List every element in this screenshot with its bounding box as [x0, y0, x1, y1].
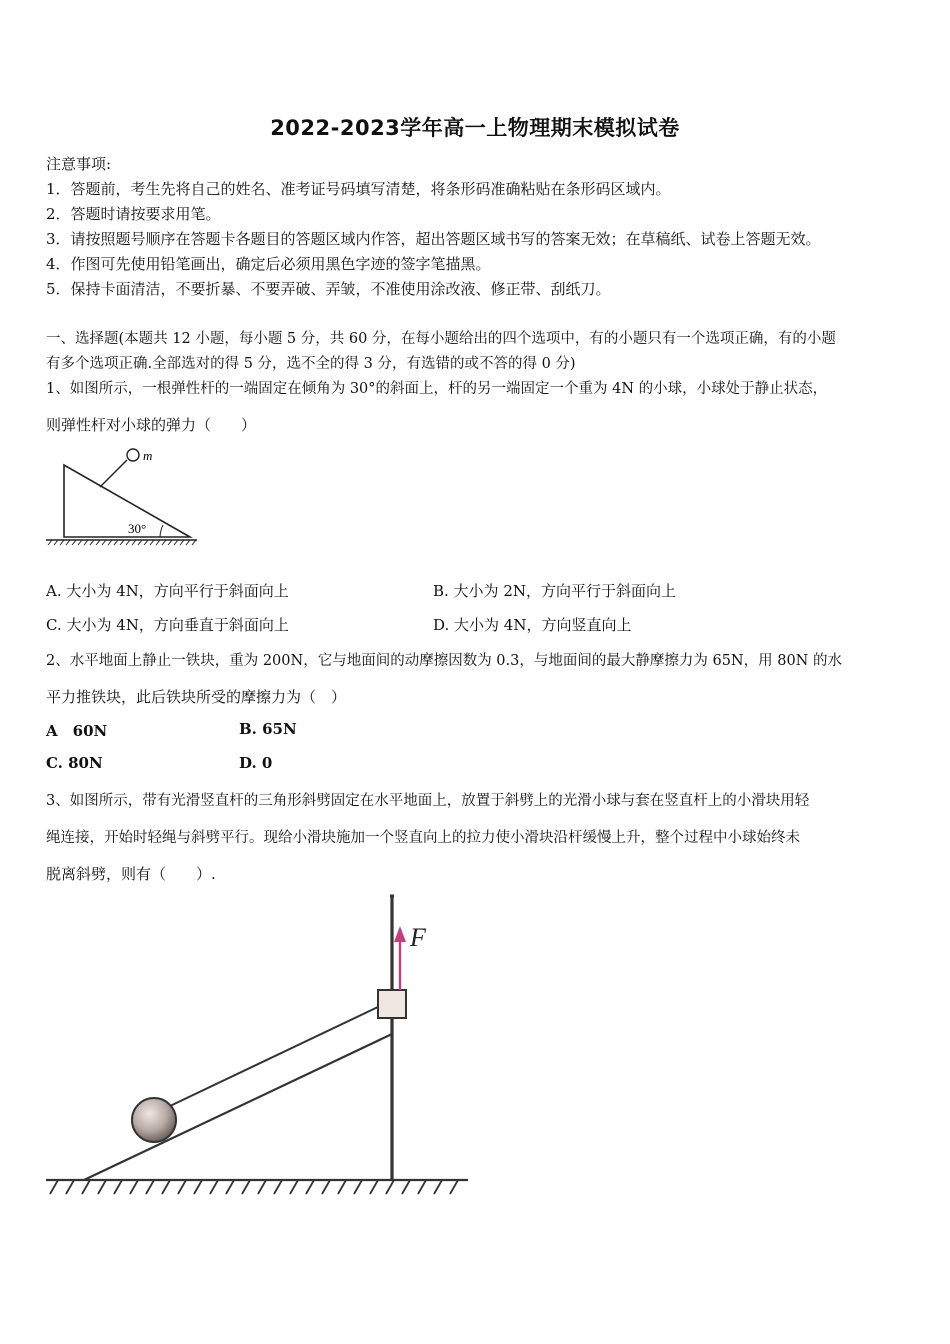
q2-option-c[interactable]: C. 80N	[46, 754, 103, 772]
q1-option-c[interactable]: C. 大小为 4N，方向垂直于斜面向上	[46, 616, 289, 634]
ball	[132, 1098, 176, 1142]
q2-stem-line-2: 平力推铁块，此后铁块所受的摩擦力为（ ）	[46, 688, 347, 706]
notice-item-3: 3．请按照题号顺序在答题卡各题目的答题区域内作答，超出答题区域书写的答案无效；在草稿纸、试卷上答题无效。	[46, 230, 821, 248]
q3-wedge-figure	[44, 888, 470, 1200]
page-title: 2022-2023学年高一上物理期末模拟试卷	[270, 116, 680, 140]
q1-option-b[interactable]: B. 大小为 2N，方向平行于斜面向上	[433, 582, 676, 600]
notice-item-2: 2．答题时请按要求用笔。	[46, 205, 221, 223]
ground-hatch	[50, 1180, 458, 1194]
q1-stem-line-2: 则弹性杆对小球的弹力（ ）	[46, 416, 257, 434]
q2-stem-line-1: 2、水平地面上静止一铁块，重为 200N，它与地面间的动摩擦因数为 0.3，与地面间的最大静摩擦力为 65N，用 80N 的水	[46, 653, 842, 669]
notice-item-4: 4．作图可先使用铅笔画出，确定后必须用黑色字迹的签字笔描黑。	[46, 255, 491, 273]
slider-block	[378, 990, 406, 1018]
notice-heading: 注意事项:	[46, 155, 112, 173]
incline-triangle	[64, 465, 190, 537]
notice-item-5: 5．保持卡面清洁，不要折暴、不要弄破、弄皱，不准使用涂改液、修正带、刮纸刀。	[46, 280, 611, 298]
section-heading-line-2: 有多个选项正确.全部选对的得 5 分，选不全的得 3 分，有选错的或不答的得 0 分)	[46, 356, 576, 372]
q3-stem-line-2: 绳连接，开始时轻绳与斜劈平行。现给小滑块施加一个竖直向上的拉力使小滑块沿杆缓慢上升，整个过程中小球始终未	[46, 830, 800, 846]
q1-incline-figure	[42, 445, 202, 550]
notice-item-1: 1．答题前，考生先将自己的姓名、准考证号码填写清楚，将条形码准确粘贴在条形码区域内。	[46, 180, 671, 198]
q3-stem-line-3: 脱离斜劈，则有（ ）.	[46, 865, 216, 883]
mass-label: m	[143, 448, 153, 463]
q3-stem-line-1: 3、如图所示，带有光滑竖直杆的三角形斜劈固定在水平地面上，放置于斜劈上的光滑小球与套在竖直杆上的小滑块用轻	[46, 793, 810, 809]
q2-option-d[interactable]: D. 0	[239, 754, 273, 772]
ground-hatch	[48, 540, 196, 545]
angle-arc	[160, 525, 163, 537]
force-arrowhead	[394, 926, 406, 942]
force-label: F	[410, 923, 426, 952]
q1-stem-line-1: 1、如图所示，一根弹性杆的一端固定在倾角为 30°的斜面上，杆的另一端固定一个重为 4N 的小球，小球处于静止状态，	[46, 381, 828, 397]
angle-label: 30°	[128, 521, 147, 536]
rope	[170, 1006, 380, 1106]
section-heading-line-1: 一、选择题(本题共 12 小题，每小题 5 分，共 60 分，在每小题给出的四个选项中，有的小题只有一个选项正确，有的小题	[46, 331, 836, 347]
q1-option-a[interactable]: A. 大小为 4N，方向平行于斜面向上	[46, 582, 289, 600]
q2-option-b[interactable]: B. 65N	[239, 720, 297, 738]
elastic-rod	[100, 460, 127, 487]
wedge-incline	[84, 1034, 392, 1180]
q2-option-a[interactable]: A 60N	[46, 722, 108, 740]
q1-option-d[interactable]: D. 大小为 4N，方向竖直向上	[433, 616, 632, 634]
ball	[127, 449, 139, 461]
